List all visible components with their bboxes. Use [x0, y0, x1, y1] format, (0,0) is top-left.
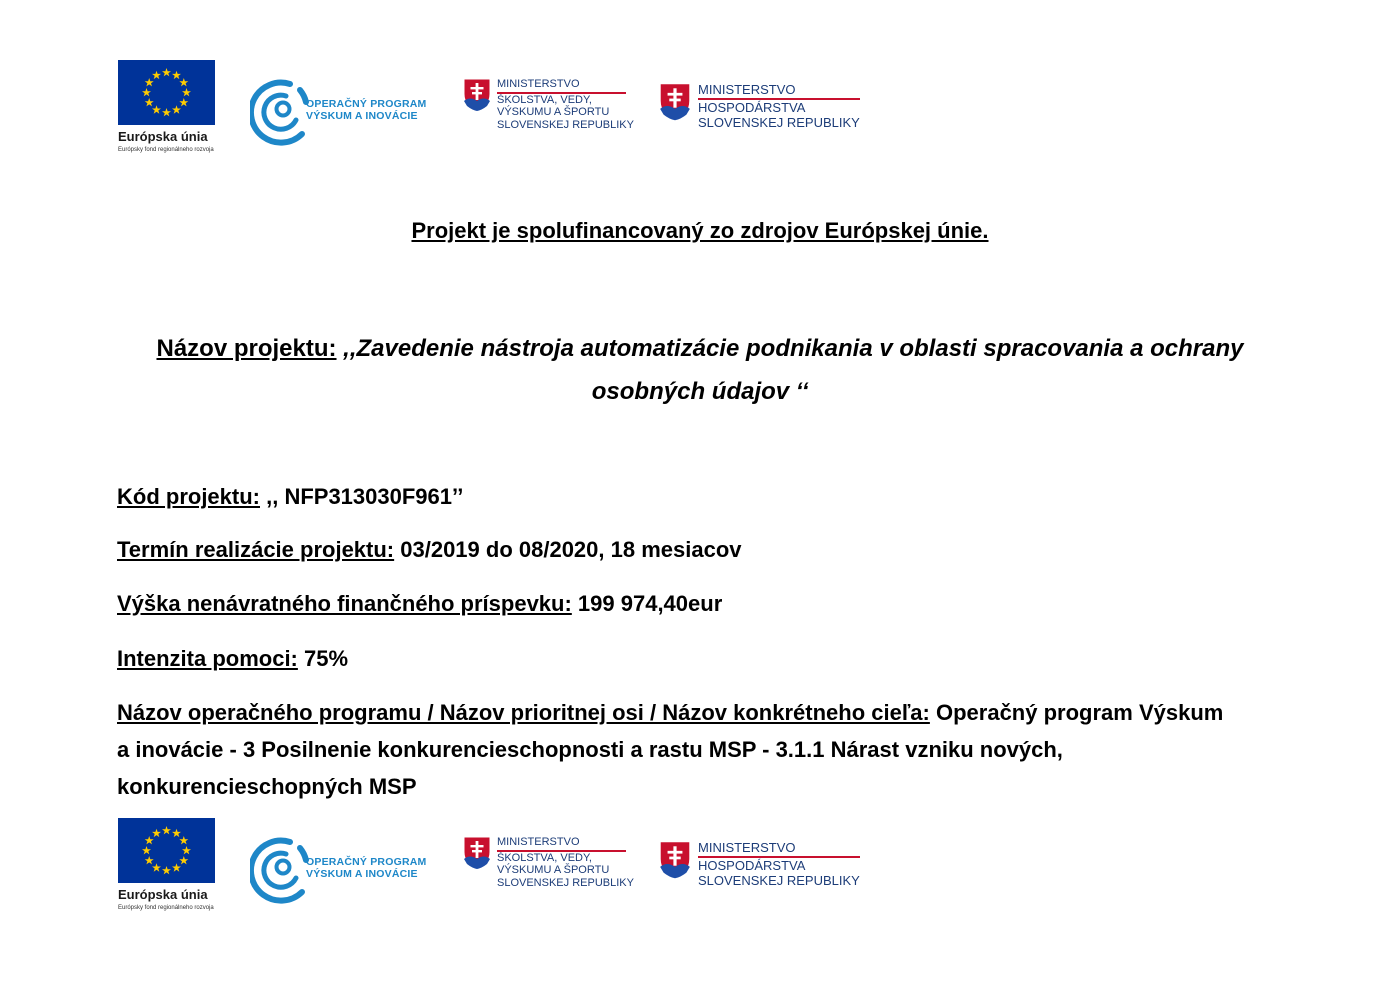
- realization-term-label: Termín realizácie projektu:: [117, 537, 395, 562]
- eu-flag: [118, 60, 215, 125]
- project-code-value: ,, NFP313030F961’’: [260, 484, 464, 509]
- programme-label: Názov operačného programu / Názov prioritnej osi / Názov konkrétneho cieľa:: [117, 700, 930, 725]
- opvai-text: [306, 856, 426, 880]
- project-title-value: ,,Zavedenie nástroja automatizácie podnikania v oblasti spracovania a ochrany osobných údajov ‘‘: [336, 335, 1244, 405]
- ministry-economy-line-1: HOSPODÁRSTVA: [698, 100, 806, 115]
- slovak-coat-of-arms-icon: [659, 82, 691, 122]
- ministry-education-text: [497, 836, 634, 889]
- realization-term-field: [117, 531, 1257, 569]
- slovak-coat-of-arms-icon: [659, 840, 691, 880]
- project-code-field: [117, 478, 1257, 516]
- ministry-economy-line-2: SLOVENSKEJ REPUBLIKY: [698, 873, 860, 888]
- ministry-education-line-3: SLOVENSKEJ REPUBLIKY: [497, 118, 634, 131]
- slovak-coat-of-arms-icon: [463, 78, 491, 112]
- programme-value: Operačný program Výskum a inovácie - 3 Posilnenie konkurencieschopnosti a rastu MSP - 3.1.1 Nárast vzniku nových, konkurencieschopných MSP: [117, 700, 1224, 799]
- ministry-education-line-3: SLOVENSKEJ REPUBLIKY: [497, 876, 634, 889]
- project-title: [110, 327, 1290, 413]
- ministry-education-line-2: VÝSKUMU A ŠPORTU: [497, 106, 610, 118]
- grant-amount-field: [117, 585, 1257, 623]
- eu-fund-name: Európsky fond regionálneho rozvoja: [118, 147, 214, 153]
- ministry-economy-title: MINISTERSTVO: [698, 82, 860, 100]
- eu-flag: [118, 818, 215, 883]
- aid-intensity-value: 75%: [297, 646, 349, 671]
- programme-field: [117, 694, 1237, 805]
- ministry-education-title: MINISTERSTVO: [497, 78, 634, 94]
- ministry-education-title: MINISTERSTVO: [497, 836, 634, 852]
- ministry-education-line-1: ŠKOLSTVA, VEDY,: [497, 93, 592, 106]
- opvai-text: [306, 98, 426, 122]
- ministry-economy-line-2: SLOVENSKEJ REPUBLIKY: [698, 115, 860, 130]
- project-code-label: Kód projektu:: [117, 484, 260, 509]
- logo-row-bottom: [0, 816, 1400, 916]
- project-title-label: Názov projektu:: [156, 335, 337, 362]
- eu-stars-icon: [118, 60, 215, 125]
- ministry-economy-line-1: HOSPODÁRSTVA: [698, 858, 806, 873]
- logo-row-top: [0, 58, 1400, 158]
- eu-name: Európska únia: [118, 887, 208, 902]
- ministry-education-line-1: ŠKOLSTVA, VEDY,: [497, 851, 592, 864]
- slovak-coat-of-arms-icon: [463, 836, 491, 870]
- ministry-education-text: [497, 78, 634, 131]
- opvai-line-1: OPERAČNÝ PROGRAM: [306, 856, 427, 868]
- ministry-economy-text: [698, 82, 860, 130]
- cofinancing-heading-text: Projekt je spolufinancovaný zo zdrojov Európskej únie.: [411, 218, 989, 243]
- opvai-line-2: VÝSKUM A INOVÁCIE: [306, 868, 418, 880]
- ministry-economy-text: [698, 840, 860, 888]
- eu-stars-icon: [118, 818, 215, 883]
- ministry-education-line-2: VÝSKUMU A ŠPORTU: [497, 864, 610, 876]
- cofinancing-heading: [0, 218, 1400, 244]
- grant-amount-label: Výška nenávratného finančného príspevku:: [117, 591, 572, 616]
- aid-intensity-field: [117, 640, 1257, 678]
- ministry-economy-title: MINISTERSTVO: [698, 840, 860, 858]
- aid-intensity-label: Intenzita pomoci:: [117, 646, 298, 671]
- opvai-rings-icon: [250, 76, 310, 146]
- opvai-line-2: VÝSKUM A INOVÁCIE: [306, 110, 418, 122]
- eu-name: Európska únia: [118, 129, 208, 144]
- eu-fund-name: Európsky fond regionálneho rozvoja: [118, 905, 214, 911]
- grant-amount-value: 199 974,40eur: [571, 591, 723, 616]
- realization-term-value: 03/2019 do 08/2020, 18 mesiacov: [394, 537, 742, 562]
- opvai-rings-icon: [250, 834, 310, 904]
- opvai-line-1: OPERAČNÝ PROGRAM: [306, 98, 427, 110]
